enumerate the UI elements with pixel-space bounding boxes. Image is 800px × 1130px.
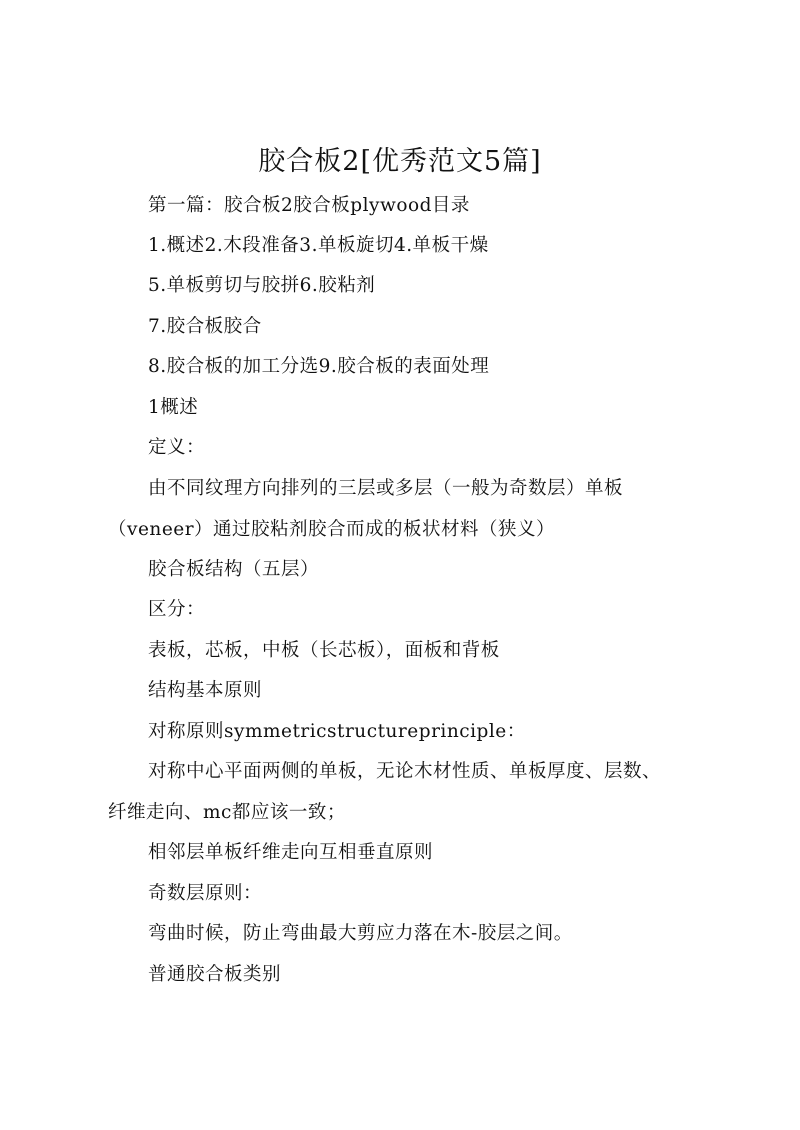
text-line: 表板，芯板，中板（长芯板），面板和背板	[148, 640, 500, 661]
paragraph	[108, 186, 748, 227]
text-line: 1.概述2.木段准备3.单板旋切4.单板干燥	[148, 235, 489, 256]
paragraph	[108, 833, 748, 874]
paragraph	[108, 388, 748, 429]
text-line: 8.胶合板的加工分选9.胶合板的表面处理	[148, 356, 490, 377]
paragraph	[108, 590, 748, 631]
paragraph	[108, 428, 748, 469]
document-title: 胶合板2[优秀范文5篇]	[258, 146, 542, 177]
text-line: 区分：	[148, 599, 206, 620]
paragraph	[108, 226, 748, 267]
text-line: 5.单板剪切与胶拼6.胶粘剂	[148, 275, 376, 296]
text-line: 奇数层原则：	[148, 883, 263, 904]
text-line: 第一篇：胶合板2胶合板plywood目录	[148, 195, 470, 216]
text-line: 7.胶合板胶合	[148, 316, 262, 337]
paragraph	[108, 266, 748, 307]
paragraph	[108, 631, 748, 672]
paragraph	[108, 752, 708, 833]
paragraph	[108, 955, 748, 996]
text-line: 结构基本原则	[148, 680, 263, 701]
text-line: 胶合板结构（五层）	[148, 559, 320, 580]
paragraph	[108, 469, 708, 550]
text-line: （veneer）通过胶粘剂胶合而成的板状材料（狭义）	[108, 518, 556, 540]
text-line: 相邻层单板纤维走向互相垂直原则	[148, 842, 434, 863]
paragraph	[108, 550, 748, 591]
text-line: 由不同纹理方向排列的三层或多层（一般为奇数层）单板	[148, 478, 624, 499]
paragraph	[108, 307, 748, 348]
paragraph	[108, 347, 748, 388]
text-line: 纤维走向、mc都应该一致；	[108, 801, 346, 823]
paragraph	[108, 874, 748, 915]
text-line: 弯曲时候，防止弯曲最大剪应力落在木-胶层之间。	[148, 923, 573, 944]
paragraph	[108, 671, 748, 712]
text-line: 1概述	[148, 397, 199, 418]
paragraph	[108, 712, 748, 753]
paragraph	[108, 914, 748, 955]
text-line: 对称中心平面两侧的单板，无论木材性质、单板厚度、层数、	[148, 761, 662, 782]
text-line: 对称原则symmetricstructureprinciple：	[148, 721, 526, 742]
text-line: 定义：	[148, 437, 206, 458]
text-line: 普通胶合板类别	[148, 964, 282, 985]
